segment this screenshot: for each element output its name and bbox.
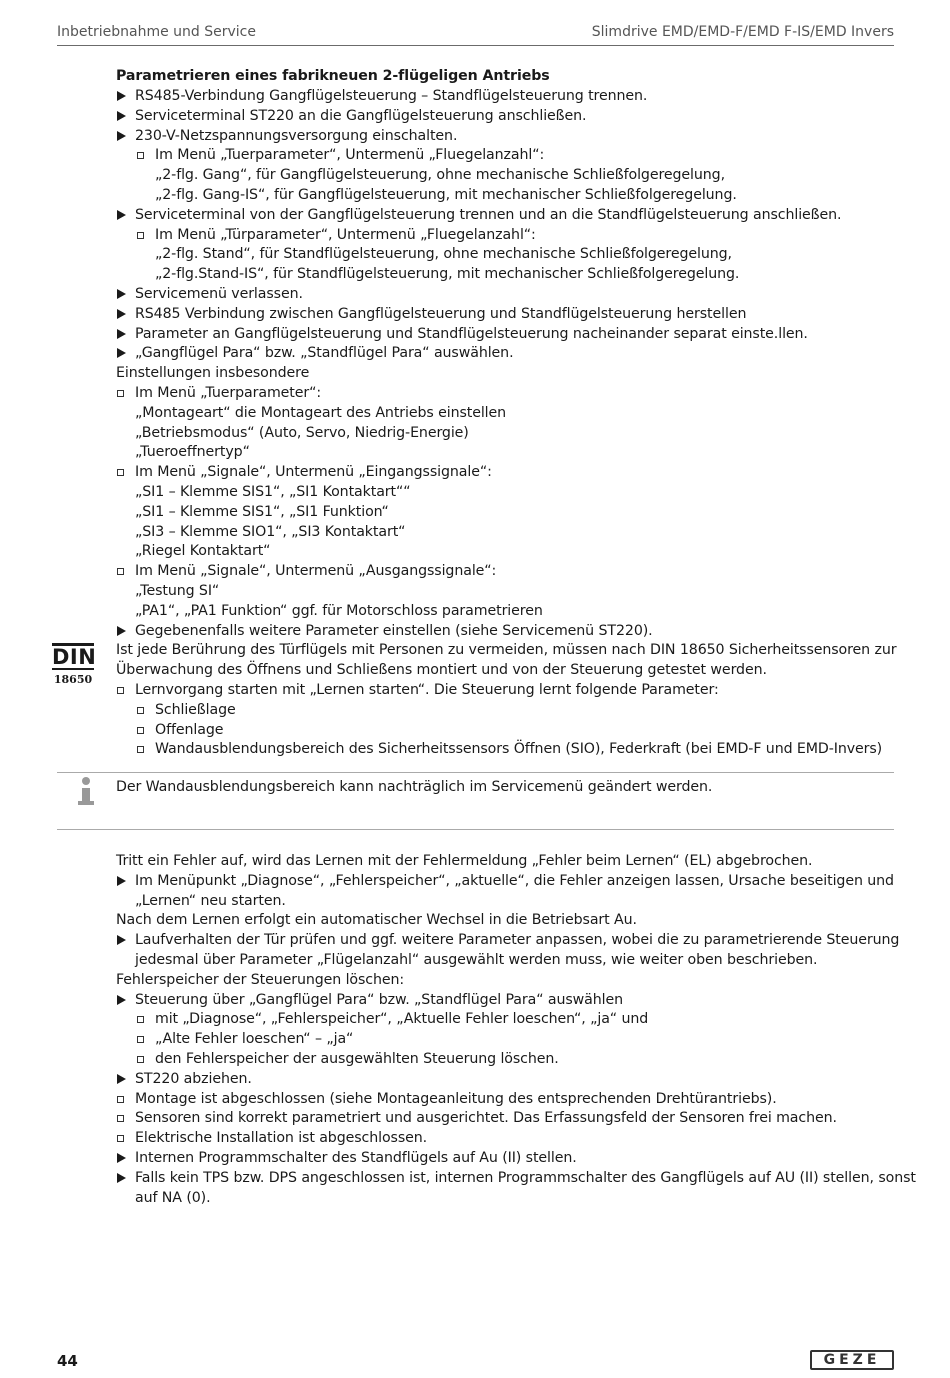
list-item-text: Elektrische Installation ist abgeschlossen. <box>135 1130 428 1147</box>
list-item-text: Parameter an Gangflügelsteuerung und Standflügelsteuerung nacheinander separat einste.llen. <box>135 325 808 342</box>
list-item-text: „Tueroeffnertyp“ <box>135 444 250 461</box>
triangle-bullet-icon <box>117 1153 126 1163</box>
triangle-bullet-icon <box>117 91 126 101</box>
list-item-text: „Riegel Kontaktart“ <box>135 543 271 560</box>
triangle-bullet-icon <box>117 348 126 358</box>
list-item-text: Fehlerspeicher der Steuerungen löschen: <box>116 971 405 988</box>
list-item-text: „SI3 – Klemme SIO1“, „SI3 Kontaktart“ <box>135 523 406 540</box>
info-icon <box>78 777 94 807</box>
list-item-text: ST220 abziehen. <box>135 1070 252 1087</box>
triangle-bullet-icon <box>117 876 126 886</box>
triangle-bullet-icon <box>117 210 126 220</box>
list-item-text: „SI1 – Klemme SIS1“, „SI1 Funktion“ <box>135 503 389 520</box>
list-item-text: „2-flg. Stand“, für Standflügelsteuerung, ohne mechanische Schließfolgeregelung, <box>155 246 732 263</box>
square-bullet-icon <box>117 469 124 476</box>
list-item-text: Lernvorgang starten mit „Lernen starten“. Die Steuerung lernt folgende Parameter: <box>135 682 719 698</box>
list-item-text: Im Menü „Tuerparameter“, Untermenü „Fluegelanzahl“: <box>155 147 545 164</box>
note-bottom-rule <box>57 829 894 830</box>
square-bullet-icon <box>137 727 144 734</box>
list-item-text: Steuerung über „Gangflügel Para“ bzw. „Standflügel Para“ auswählen <box>135 991 623 1008</box>
triangle-bullet-icon <box>117 131 126 141</box>
list-item-text: mit „Diagnose“, „Fehlerspeicher“, „Aktuelle Fehler loeschen“, „ja“ und <box>155 1011 649 1028</box>
list-item-text: Gegebenenfalls weitere Parameter einstellen (siehe Servicemenü ST220). <box>135 622 653 639</box>
list-item-text: Serviceterminal von der Gangflügelsteuerung trennen und an die Standflügelsteuerung anschließen. <box>135 206 842 223</box>
list-item-text: „Alte Fehler loeschen“ – „ja“ <box>155 1031 354 1048</box>
list-item-text: Ist jede Berührung des Türflügels mit Personen zu vermeiden, müssen nach DIN 18650 Sicherheitssensoren zur <box>116 642 897 659</box>
info-note: Der Wandausblendungsbereich kann nachträglich im Servicemenü geändert werden. <box>116 779 713 795</box>
list-item-text: Laufverhalten der Tür prüfen und ggf. weitere Parameter anpassen, wobei die zu parametrierende Steuerung <box>135 932 900 949</box>
list-item-text: RS485-Verbindung Gangflügelsteuerung – Standflügelsteuerung trennen. <box>135 88 648 104</box>
list-item-text: Sensoren sind korrekt parametriert und ausgerichtet. Das Erfassungsfeld der Sensoren frei machen. <box>135 1110 837 1127</box>
square-bullet-icon <box>137 746 144 753</box>
list-item-text: Im Menü „Signale“, Untermenü „Ausgangssignale“: <box>135 563 497 580</box>
list-item-text: Einstellungen insbesondere <box>116 365 310 382</box>
list-item-text: Offenlage <box>155 721 224 738</box>
list-item-text: Internen Programmschalter des Standflügels auf Au (II) stellen. <box>135 1150 577 1166</box>
list-item-text: Montage ist abgeschlossen (siehe Montageanleitung des entsprechenden Drehtürantriebs). <box>135 1090 777 1107</box>
square-bullet-icon <box>137 1056 144 1063</box>
square-bullet-icon <box>117 1096 124 1103</box>
list-item-text: auf NA (0). <box>135 1189 211 1206</box>
list-item-text: Servicemenü verlassen. <box>135 286 303 302</box>
list-item-text: Falls kein TPS bzw. DPS angeschlossen ist, internen Programmschalter des Gangflügels auf AU (II) stellen, sonst <box>135 1169 916 1186</box>
list-item-text: Überwachung des Öffnens und Schließens montiert und von der Steuerung getestet werden. <box>116 662 767 679</box>
square-bullet-icon <box>137 707 144 714</box>
din-standard-icon <box>52 643 97 686</box>
triangle-bullet-icon <box>117 111 126 121</box>
header-product-title: Slimdrive EMD/EMD-F/EMD F-IS/EMD Invers <box>591 24 894 40</box>
square-bullet-icon <box>137 152 144 159</box>
square-bullet-icon <box>137 232 144 239</box>
din-word: DIN <box>52 645 97 669</box>
list-item-text: „Betriebsmodus“ (Auto, Servo, Niedrig-Energie) <box>135 424 469 441</box>
triangle-bullet-icon <box>117 626 126 636</box>
triangle-bullet-icon <box>117 289 126 299</box>
list-item-text: Serviceterminal ST220 an die Gangflügelsteuerung anschließen. <box>135 107 587 124</box>
square-bullet-icon <box>117 1135 124 1142</box>
list-item-text: RS485 Verbindung zwischen Gangflügelsteuerung und Standflügelsteuerung herstellen <box>135 305 747 322</box>
triangle-bullet-icon <box>117 995 126 1005</box>
list-item-text: „Gangflügel Para“ bzw. „Standflügel Para“ auswählen. <box>135 345 514 362</box>
square-bullet-icon <box>137 1016 144 1023</box>
list-item-text: Im Menü „Türparameter“, Untermenü „Fluegelanzahl“: <box>155 226 536 243</box>
list-item-text: Im Menü „Tuerparameter“: <box>135 385 322 401</box>
triangle-bullet-icon <box>117 1173 126 1183</box>
triangle-bullet-icon <box>117 329 126 339</box>
list-item-text: „SI1 – Klemme SIS1“, „SI1 Kontaktart““ <box>135 484 411 500</box>
triangle-bullet-icon <box>117 935 126 945</box>
list-item-text: Schließlage <box>155 701 236 718</box>
list-item-text: Tritt ein Fehler auf, wird das Lernen mit der Fehlermeldung „Fehler beim Lernen“ (EL) abgebrochen. <box>116 853 813 869</box>
list-item-text: „2-flg. Gang“, für Gangflügelsteuerung, ohne mechanische Schließfolgeregelung, <box>155 167 725 184</box>
list-item-text: den Fehlerspeicher der ausgewählten Steuerung löschen. <box>155 1051 559 1067</box>
page-header <box>57 24 894 46</box>
list-item-text: jedesmal über Parameter „Flügelanzahl“ ausgewählt werden muss, wie weiter oben beschrieben. <box>135 952 818 968</box>
square-bullet-icon <box>117 1115 124 1122</box>
list-item-text: „Testung SI“ <box>135 583 220 599</box>
page-number: 44 <box>57 1352 78 1370</box>
list-item-text: „Lernen“ neu starten. <box>135 892 286 909</box>
list-item-text: Im Menüpunkt „Diagnose“, „Fehlerspeicher“, „aktuelle“, die Fehler anzeigen lassen, Ursache beseitigen und <box>135 872 894 889</box>
geze-logo: GEZE <box>810 1350 894 1370</box>
note-top-rule <box>57 772 894 773</box>
list-item-text: Im Menü „Signale“, Untermenü „Eingangssignale“: <box>135 464 492 481</box>
list-item-text: „2-flg. Gang-IS“, für Gangflügelsteuerung, mit mechanischer Schließfolgeregelung. <box>155 187 737 203</box>
list-item-text: „Montageart“ die Montageart des Antriebs einstellen <box>135 404 507 421</box>
triangle-bullet-icon <box>117 1074 126 1084</box>
triangle-bullet-icon <box>117 309 126 319</box>
header-section-title: Inbetriebnahme und Service <box>57 24 256 40</box>
list-item-text: Nach dem Lernen erfolgt ein automatischer Wechsel in die Betriebsart Au. <box>116 912 637 929</box>
square-bullet-icon <box>117 687 124 694</box>
list-item-text: 230-V-Netzspannungsversorgung einschalten. <box>135 127 458 144</box>
square-bullet-icon <box>117 568 124 575</box>
list-item-text: Wandausblendungsbereich des Sicherheitssensors Öffnen (SIO), Federkraft (bei EMD-F und EMD-Invers) <box>155 741 883 758</box>
section-title: Parametrieren eines fabrikneuen 2-flügeligen Antriebs <box>116 68 550 84</box>
din-number: 18650 <box>53 673 93 686</box>
square-bullet-icon <box>117 390 124 397</box>
square-bullet-icon <box>137 1036 144 1043</box>
list-item-text: „2-flg.Stand-IS“, für Standflügelsteuerung, mit mechanischer Schließfolgeregelung. <box>155 266 740 283</box>
list-item-text: „PA1“, „PA1 Funktion“ ggf. für Motorschloss parametrieren <box>135 602 543 619</box>
